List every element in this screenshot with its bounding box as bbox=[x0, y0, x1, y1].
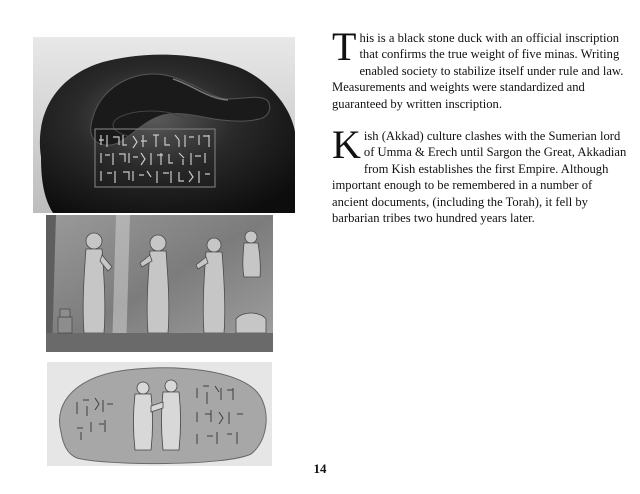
relief-figures-image bbox=[46, 215, 273, 352]
kish-paragraph-text: ish (Akkad) culture clashes with the Sumerian lord of Umma & Erech until Sargon the Great, Akkadian from Kish establishes the first Empire. Although important enough to be remembered in a number of ancient documents, (including the Torah), it fell by barbarian tribes two hundred years later. bbox=[332, 129, 627, 226]
duck-weight-photo bbox=[33, 37, 295, 213]
relief-figures-photo bbox=[46, 215, 273, 352]
kish-paragraph bbox=[332, 122, 628, 226]
page-number: 14 bbox=[313, 461, 327, 476]
inscribed-tablet-image bbox=[47, 362, 272, 466]
drop-cap-t: T bbox=[332, 24, 357, 69]
duck-paragraph-text: his is a black stone duck with an official inscription that confirms the true weight of five minas. Writing enabled society to stabilize itself under rule and law. Measurements and weights were standardized and guaranteed by written inscription. bbox=[332, 31, 624, 111]
duck-paragraph bbox=[332, 24, 628, 112]
text-column bbox=[332, 24, 628, 242]
duck-weight-image bbox=[33, 37, 295, 213]
inscribed-tablet-photo bbox=[47, 362, 272, 466]
drop-cap-k: K bbox=[332, 122, 361, 168]
